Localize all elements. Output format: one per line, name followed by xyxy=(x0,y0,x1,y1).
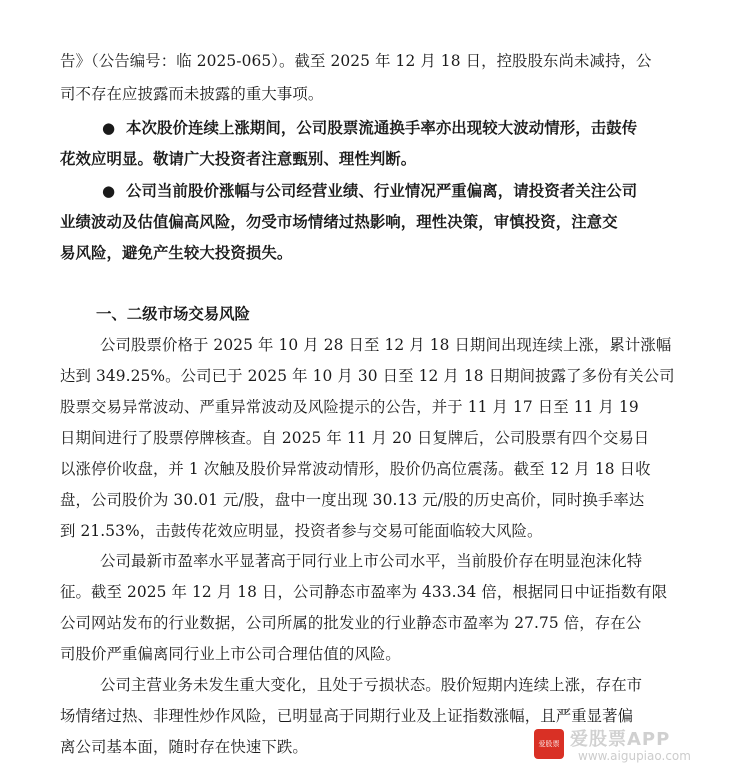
watermark-title: 爱股票APP xyxy=(570,729,671,750)
text-line: 盘，公司股价为 30.01 元/股，盘中一度出现 30.13 元/股的历史高价，同时换手率达 xyxy=(60,491,645,509)
text-line: 达到 349.25%。公司已于 2025 年 10 月 30 日至 12 月 18 日期间披露了多份有关公司 xyxy=(60,367,675,385)
text-line: 以涨停价收盘，并 1 次触及股价异常波动情形，股价仍高位震荡。截至 12 月 18 日收 xyxy=(60,460,651,478)
text-line: 公司股票价格于 2025 年 10 月 28 日至 12 月 18 日期间出现连续上涨，累计涨幅 xyxy=(100,336,672,354)
text-line: 公司网站发布的行业数据，公司所属的批发业的行业静态市盈率为 27.75 倍，存在公 xyxy=(60,614,642,632)
text-line: 花效应明显。敬请广大投资者注意甄别、理性判断。 xyxy=(60,150,417,168)
watermark xyxy=(534,727,724,769)
section-heading: 一、二级市场交易风险 xyxy=(96,305,250,323)
text-line: 公司当前股价涨幅与公司经营业绩、行业情况严重偏离，请投资者关注公司 xyxy=(126,182,638,200)
text-line: 司不存在应披露而未披露的重大事项。 xyxy=(60,85,324,103)
text-line: 征。截至 2025 年 12 月 18 日，公司静态市盈率为 433.34 倍，根据同日中证指数有限 xyxy=(60,583,668,601)
text-line: 场情绪过热、非理性炒作风险，已明显高于同期行业及上证指数涨幅，且严重显著偏 xyxy=(60,707,634,725)
text-line: 易风险，避免产生较大投资损失。 xyxy=(60,244,293,262)
text-line: 司股价严重偏离同行业上市公司合理估值的风险。 xyxy=(60,645,401,663)
watermark-url: www.aigupiao.com xyxy=(578,749,691,763)
text-line: 公司主营业务未发生重大变化，且处于亏损状态。股价短期内连续上涨，存在市 xyxy=(100,676,643,694)
text-line: 到 21.53%，击鼓传花效应明显，投资者参与交易可能面临较大风险。 xyxy=(60,522,543,540)
text-line: 业绩波动及估值偏高风险，勿受市场情绪过热影响，理性决策，审慎投资，注意交 xyxy=(60,213,618,231)
bullet-icon: ● xyxy=(102,119,116,137)
text-line: 股票交易异常波动、严重异常波动及风险提示的公告，并于 11 月 17 日至 11 月 19 xyxy=(60,398,639,416)
watermark-logo-icon: 爱股票 xyxy=(534,729,564,759)
bullet-icon: ● xyxy=(102,182,116,200)
text-line: 日期间进行了股票停牌核查。自 2025 年 11 月 20 日复牌后，公司股票有四个交易日 xyxy=(60,429,650,447)
text-line: 离公司基本面，随时存在快速下跌。 xyxy=(60,738,308,756)
text-line: 公司最新市盈率水平显著高于同行业上市公司水平，当前股价存在明显泡沫化特 xyxy=(100,552,643,570)
text-line: 告》（公告编号：临 2025-065）。截至 2025 年 12 月 18 日，控股股东尚未减持，公 xyxy=(60,52,652,70)
text-line: 本次股价连续上涨期间，公司股票流通换手率亦出现较大波动情形，击鼓传 xyxy=(126,119,638,137)
